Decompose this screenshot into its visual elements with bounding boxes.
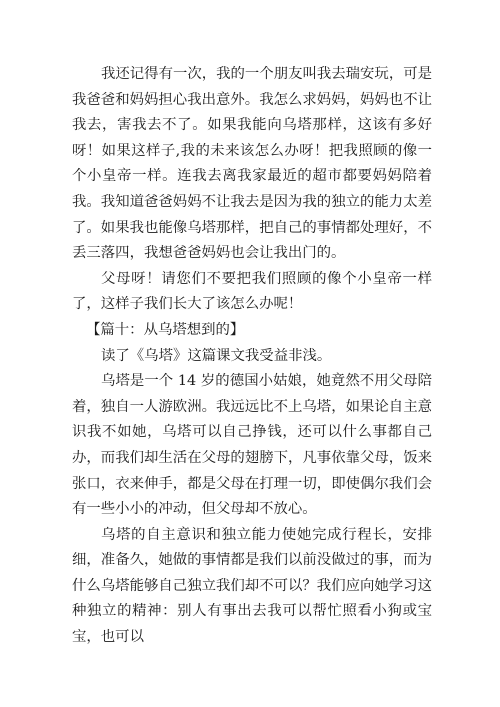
document-page	[72, 62, 432, 651]
paragraph-4: 乌塔是一个 14 岁的德国小姑娘，她竟然不用父母陪着，独自一人游欧洲。我远远比不上乌塔，如果论自主意识我不如她，乌塔可以自己挣钱，还可以什么事都自己办，而我们却生活在父母的翅膀下，凡事依靠父母，饭来张口，衣来伸手，都是父母在打理一切，即使偶尔我们会有一些小小的冲动，但父母却不放心。	[72, 373, 432, 518]
section-heading: 【篇十：从乌塔想到的】	[86, 321, 245, 338]
paragraph-1: 我还记得有一次，我的一个朋友叫我去瑞安玩，可是我爸爸和妈妈担心我出意外。我怎么求妈妈，妈妈也不让我去，害我去不了。如果我能向乌塔那样，这该有多好呀！如果这样子,我的未来该怎么办呀！把我照顾的像一个小皇帝一样。连我去离我家最近的超市都要妈妈陪着我。我知道爸爸妈妈不让我去是因为我的独立的能力太差了。如果我也能像乌塔那样，把自己的事情都处理好，不丢三落四，我想爸爸妈妈也会让我出门的。	[72, 66, 432, 262]
paragraph-5: 乌塔的自主意识和独立能力使她完成行程长，安排细，准备久，她做的事情都是我们以前没做过的事，而为什么乌塔能够自己独立我们却不可以？我们应向她学习这种独立的精神：别人有事出去我可以帮忙照看小狗或宝宝，也可以	[72, 526, 432, 646]
paragraph-2: 父母呀！请您们不要把我们照顾的像个小皇帝一样了，这样子我们长大了该怎么办呢！	[72, 270, 432, 313]
paragraph-3: 读了《乌塔》这篇课文我受益非浅。	[101, 347, 332, 364]
